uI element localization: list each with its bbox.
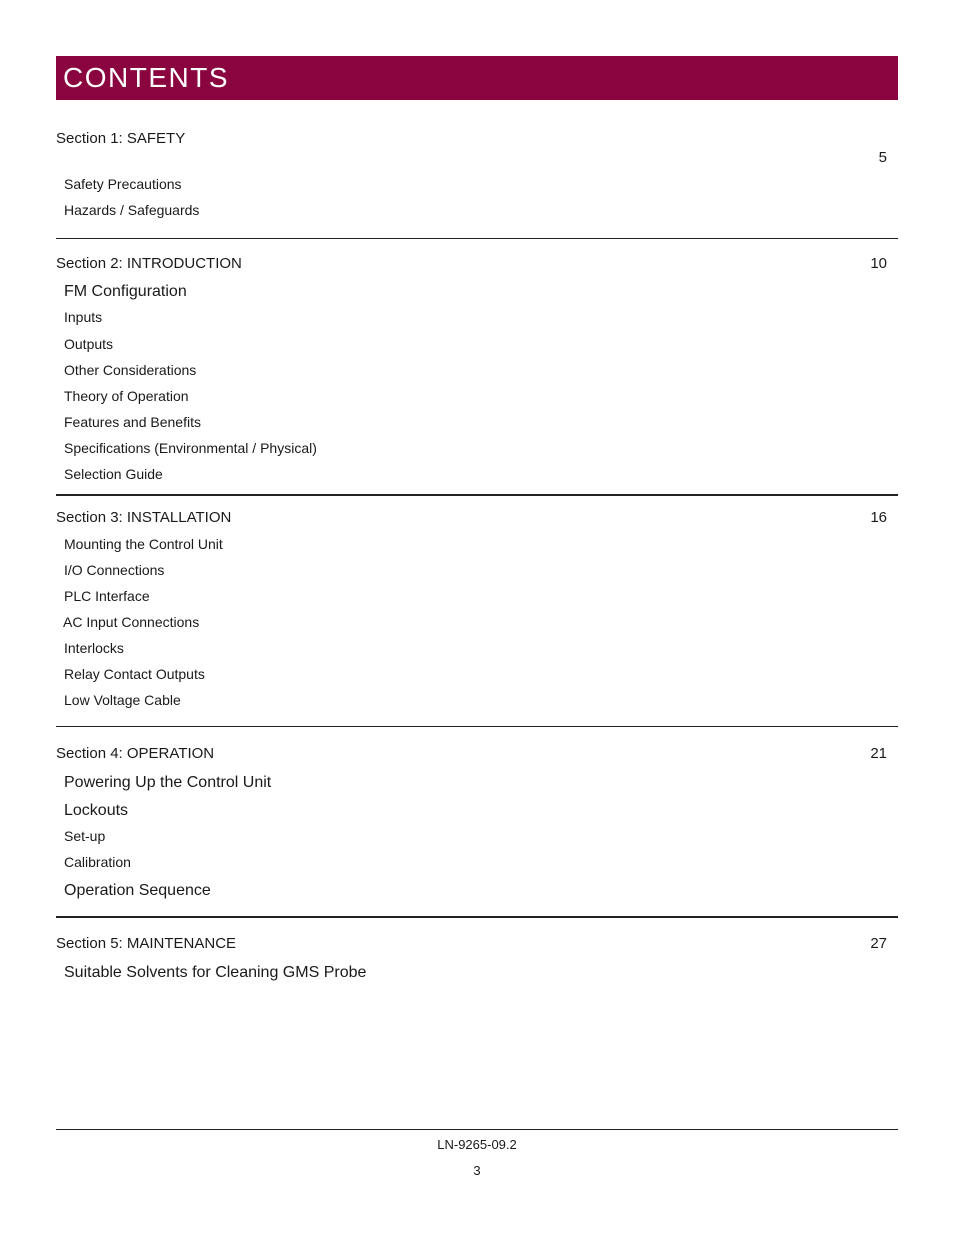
toc-item[interactable]: Other Considerations [64, 362, 197, 378]
toc-item[interactable]: FM Configuration [64, 283, 187, 300]
section-3-title[interactable]: Section 3: INSTALLATION [56, 509, 232, 526]
toc-item[interactable]: Selection Guide [64, 466, 163, 482]
toc-item[interactable]: Interlocks [64, 640, 124, 656]
toc-item[interactable]: Hazards / Safeguards [64, 202, 200, 218]
toc-item[interactable]: Safety Precautions [64, 176, 182, 192]
toc-item[interactable]: PLC Interface [64, 588, 150, 604]
toc-item[interactable]: Lockouts [64, 802, 129, 819]
toc-item[interactable]: AC Input Connections [63, 614, 200, 630]
toc-item[interactable]: Features and Benefits [64, 414, 201, 430]
footer-divider [56, 1129, 898, 1130]
toc-item[interactable]: Outputs [64, 336, 114, 352]
section-1-page[interactable]: 5 [878, 149, 887, 166]
toc-item[interactable]: I/O Connections [64, 562, 165, 578]
section-5-page[interactable]: 27 [870, 935, 887, 952]
toc-item[interactable]: Inputs [64, 309, 103, 325]
section-4-title[interactable]: Section 4: OPERATION [56, 745, 215, 762]
page-title: CONTENTS [63, 62, 229, 93]
page-number: 3 [473, 1163, 481, 1178]
toc-item[interactable]: Suitable Solvents for Cleaning GMS Probe [64, 964, 367, 981]
toc-item[interactable]: Theory of Operation [64, 388, 189, 404]
toc-item[interactable]: Calibration [64, 854, 131, 870]
toc-item[interactable]: Mounting the Control Unit [64, 536, 223, 552]
section-divider [56, 916, 898, 918]
section-3-page[interactable]: 16 [870, 509, 887, 526]
toc-item[interactable]: Set-up [64, 828, 106, 844]
section-4-page[interactable]: 21 [870, 745, 887, 762]
section-2-title[interactable]: Section 2: INTRODUCTION [56, 255, 242, 272]
section-5-title[interactable]: Section 5: MAINTENANCE [56, 935, 237, 952]
section-divider [56, 726, 898, 727]
toc-item[interactable]: Low Voltage Cable [64, 692, 181, 708]
section-divider [56, 494, 898, 496]
toc-item[interactable]: Powering Up the Control Unit [64, 774, 272, 791]
toc-item[interactable]: Operation Sequence [64, 882, 211, 899]
section-2-page[interactable]: 10 [870, 255, 887, 272]
section-divider [56, 238, 898, 239]
document-code: LN-9265-09.2 [437, 1137, 517, 1152]
toc-item[interactable]: Specifications (Environmental / Physical) [64, 440, 317, 456]
toc-item[interactable]: Relay Contact Outputs [64, 666, 205, 682]
section-1-title[interactable]: Section 1: SAFETY [56, 130, 186, 147]
contents-header-bar [56, 56, 898, 100]
